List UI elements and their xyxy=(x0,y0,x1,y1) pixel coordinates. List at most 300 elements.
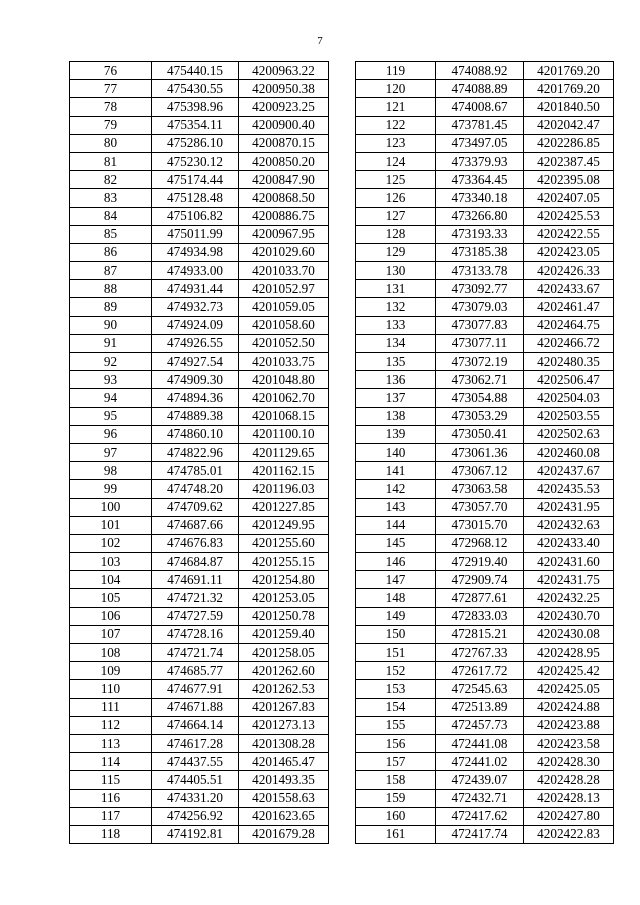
x-coordinate-cell: 473053.29 xyxy=(436,407,524,425)
point-number-cell: 135 xyxy=(356,353,436,371)
table-row xyxy=(70,734,329,752)
table-row xyxy=(356,298,614,316)
x-coordinate-cell: 473092.77 xyxy=(436,280,524,298)
point-number-cell: 85 xyxy=(70,225,152,243)
table-row xyxy=(70,262,329,280)
point-number-cell: 93 xyxy=(70,371,152,389)
y-coordinate-cell: 4200963.22 xyxy=(239,62,329,80)
table-row xyxy=(70,716,329,734)
x-coordinate-cell: 472441.08 xyxy=(436,734,524,752)
point-number-cell: 78 xyxy=(70,98,152,116)
y-coordinate-cell: 4201048.80 xyxy=(239,371,329,389)
x-coordinate-cell: 475286.10 xyxy=(152,134,239,152)
x-coordinate-cell: 475354.11 xyxy=(152,116,239,134)
y-coordinate-cell: 4202428.13 xyxy=(524,789,614,807)
table-row xyxy=(70,516,329,534)
table-row xyxy=(356,716,614,734)
x-coordinate-cell: 472833.03 xyxy=(436,607,524,625)
table-row xyxy=(70,698,329,716)
y-coordinate-cell: 4200868.50 xyxy=(239,189,329,207)
x-coordinate-cell: 472513.89 xyxy=(436,698,524,716)
table-row xyxy=(70,225,329,243)
table-row xyxy=(356,62,614,80)
y-coordinate-cell: 4201100.10 xyxy=(239,425,329,443)
x-coordinate-cell: 473057.70 xyxy=(436,498,524,516)
point-number-cell: 81 xyxy=(70,152,152,170)
x-coordinate-cell: 472457.73 xyxy=(436,716,524,734)
y-coordinate-cell: 4201255.15 xyxy=(239,553,329,571)
y-coordinate-cell: 4202042.47 xyxy=(524,116,614,134)
coordinates-table-left xyxy=(69,61,329,844)
y-coordinate-cell: 4201258.05 xyxy=(239,644,329,662)
table-row xyxy=(70,353,329,371)
x-coordinate-cell: 473063.58 xyxy=(436,480,524,498)
y-coordinate-cell: 4202460.08 xyxy=(524,443,614,461)
x-coordinate-cell: 474685.77 xyxy=(152,662,239,680)
x-coordinate-cell: 472417.62 xyxy=(436,807,524,825)
y-coordinate-cell: 4202433.67 xyxy=(524,280,614,298)
table-row xyxy=(70,425,329,443)
page-number: 7 xyxy=(317,35,323,47)
x-coordinate-cell: 472439.07 xyxy=(436,771,524,789)
y-coordinate-cell: 4201253.05 xyxy=(239,589,329,607)
y-coordinate-cell: 4201259.40 xyxy=(239,625,329,643)
table-row xyxy=(356,589,614,607)
y-coordinate-cell: 4201129.65 xyxy=(239,443,329,461)
y-coordinate-cell: 4201033.75 xyxy=(239,353,329,371)
point-number-cell: 101 xyxy=(70,516,152,534)
point-number-cell: 128 xyxy=(356,225,436,243)
table-row xyxy=(70,462,329,480)
y-coordinate-cell: 4201465.47 xyxy=(239,753,329,771)
table-row xyxy=(70,789,329,807)
y-coordinate-cell: 4201249.95 xyxy=(239,516,329,534)
point-number-cell: 82 xyxy=(70,171,152,189)
x-coordinate-cell: 475398.96 xyxy=(152,98,239,116)
point-number-cell: 96 xyxy=(70,425,152,443)
point-number-cell: 90 xyxy=(70,316,152,334)
y-coordinate-cell: 4201273.13 xyxy=(239,716,329,734)
point-number-cell: 109 xyxy=(70,662,152,680)
table-row xyxy=(70,189,329,207)
y-coordinate-cell: 4202387.45 xyxy=(524,152,614,170)
x-coordinate-cell: 474822.96 xyxy=(152,443,239,461)
y-coordinate-cell: 4202286.85 xyxy=(524,134,614,152)
y-coordinate-cell: 4202433.40 xyxy=(524,534,614,552)
table-row xyxy=(70,553,329,571)
y-coordinate-cell: 4202425.42 xyxy=(524,662,614,680)
y-coordinate-cell: 4201255.60 xyxy=(239,534,329,552)
y-coordinate-cell: 4201493.35 xyxy=(239,771,329,789)
y-coordinate-cell: 4202432.25 xyxy=(524,589,614,607)
point-number-cell: 151 xyxy=(356,644,436,662)
table-row xyxy=(356,134,614,152)
y-coordinate-cell: 4202425.53 xyxy=(524,207,614,225)
y-coordinate-cell: 4201052.50 xyxy=(239,334,329,352)
table-row xyxy=(356,625,614,643)
x-coordinate-cell: 474933.00 xyxy=(152,262,239,280)
point-number-cell: 159 xyxy=(356,789,436,807)
x-coordinate-cell: 474677.91 xyxy=(152,680,239,698)
y-coordinate-cell: 4201058.60 xyxy=(239,316,329,334)
x-coordinate-cell: 474691.11 xyxy=(152,571,239,589)
point-number-cell: 87 xyxy=(70,262,152,280)
table-row xyxy=(70,98,329,116)
y-coordinate-cell: 4202506.47 xyxy=(524,371,614,389)
table-row xyxy=(356,534,614,552)
table-row xyxy=(356,371,614,389)
point-number-cell: 133 xyxy=(356,316,436,334)
point-number-cell: 119 xyxy=(356,62,436,80)
point-number-cell: 134 xyxy=(356,334,436,352)
x-coordinate-cell: 473497.05 xyxy=(436,134,524,152)
point-number-cell: 106 xyxy=(70,607,152,625)
x-coordinate-cell: 474924.09 xyxy=(152,316,239,334)
y-coordinate-cell: 4201840.50 xyxy=(524,98,614,116)
x-coordinate-cell: 473340.18 xyxy=(436,189,524,207)
point-number-cell: 140 xyxy=(356,443,436,461)
table-row xyxy=(70,389,329,407)
table-row xyxy=(70,807,329,825)
table-row xyxy=(356,734,614,752)
table-row xyxy=(356,389,614,407)
x-coordinate-cell: 474676.83 xyxy=(152,534,239,552)
y-coordinate-cell: 4202503.55 xyxy=(524,407,614,425)
table-row xyxy=(70,62,329,80)
y-coordinate-cell: 4201769.20 xyxy=(524,62,614,80)
point-number-cell: 153 xyxy=(356,680,436,698)
point-number-cell: 126 xyxy=(356,189,436,207)
table-row xyxy=(356,152,614,170)
point-number-cell: 137 xyxy=(356,389,436,407)
x-coordinate-cell: 472919.40 xyxy=(436,553,524,571)
y-coordinate-cell: 4202428.30 xyxy=(524,753,614,771)
table-row xyxy=(70,407,329,425)
y-coordinate-cell: 4201196.03 xyxy=(239,480,329,498)
table-row xyxy=(356,225,614,243)
point-number-cell: 77 xyxy=(70,80,152,98)
x-coordinate-cell: 472432.71 xyxy=(436,789,524,807)
point-number-cell: 149 xyxy=(356,607,436,625)
table-row xyxy=(356,425,614,443)
x-coordinate-cell: 474684.87 xyxy=(152,553,239,571)
x-coordinate-cell: 474748.20 xyxy=(152,480,239,498)
x-coordinate-cell: 473079.03 xyxy=(436,298,524,316)
y-coordinate-cell: 4201679.28 xyxy=(239,825,329,843)
point-number-cell: 76 xyxy=(70,62,152,80)
x-coordinate-cell: 472545.63 xyxy=(436,680,524,698)
y-coordinate-cell: 4202430.70 xyxy=(524,607,614,625)
y-coordinate-cell: 4202422.83 xyxy=(524,825,614,843)
x-coordinate-cell: 473364.45 xyxy=(436,171,524,189)
y-coordinate-cell: 4201029.60 xyxy=(239,243,329,261)
point-number-cell: 113 xyxy=(70,734,152,752)
y-coordinate-cell: 4202430.08 xyxy=(524,625,614,643)
y-coordinate-cell: 4201262.60 xyxy=(239,662,329,680)
table-row xyxy=(70,771,329,789)
y-coordinate-cell: 4201254.80 xyxy=(239,571,329,589)
table-row xyxy=(70,625,329,643)
x-coordinate-cell: 475230.12 xyxy=(152,152,239,170)
x-coordinate-cell: 473062.71 xyxy=(436,371,524,389)
table-row xyxy=(70,298,329,316)
table-row xyxy=(356,480,614,498)
point-number-cell: 112 xyxy=(70,716,152,734)
table-row xyxy=(70,825,329,843)
y-coordinate-cell: 4202422.55 xyxy=(524,225,614,243)
x-coordinate-cell: 474934.98 xyxy=(152,243,239,261)
table-row xyxy=(70,152,329,170)
point-number-cell: 142 xyxy=(356,480,436,498)
table-row xyxy=(70,171,329,189)
x-coordinate-cell: 474926.55 xyxy=(152,334,239,352)
x-coordinate-cell: 474617.28 xyxy=(152,734,239,752)
y-coordinate-cell: 4202432.63 xyxy=(524,516,614,534)
y-coordinate-cell: 4202427.80 xyxy=(524,807,614,825)
y-coordinate-cell: 4200967.95 xyxy=(239,225,329,243)
table-row xyxy=(356,607,614,625)
table-row xyxy=(356,407,614,425)
point-number-cell: 152 xyxy=(356,662,436,680)
point-number-cell: 125 xyxy=(356,171,436,189)
table-row xyxy=(356,262,614,280)
x-coordinate-cell: 472909.74 xyxy=(436,571,524,589)
point-number-cell: 123 xyxy=(356,134,436,152)
point-number-cell: 100 xyxy=(70,498,152,516)
table-row xyxy=(70,334,329,352)
x-coordinate-cell: 473077.11 xyxy=(436,334,524,352)
point-number-cell: 103 xyxy=(70,553,152,571)
x-coordinate-cell: 474727.59 xyxy=(152,607,239,625)
point-number-cell: 124 xyxy=(356,152,436,170)
y-coordinate-cell: 4200850.20 xyxy=(239,152,329,170)
table-row xyxy=(356,553,614,571)
coordinates-table-right xyxy=(355,61,614,844)
point-number-cell: 148 xyxy=(356,589,436,607)
y-coordinate-cell: 4202431.60 xyxy=(524,553,614,571)
x-coordinate-cell: 474721.32 xyxy=(152,589,239,607)
y-coordinate-cell: 4200870.15 xyxy=(239,134,329,152)
x-coordinate-cell: 473054.88 xyxy=(436,389,524,407)
y-coordinate-cell: 4201033.70 xyxy=(239,262,329,280)
table-row xyxy=(70,662,329,680)
y-coordinate-cell: 4202395.08 xyxy=(524,171,614,189)
x-coordinate-cell: 473379.93 xyxy=(436,152,524,170)
table-row xyxy=(356,316,614,334)
table-row xyxy=(356,807,614,825)
y-coordinate-cell: 4200847.90 xyxy=(239,171,329,189)
table-row xyxy=(70,243,329,261)
x-coordinate-cell: 473266.80 xyxy=(436,207,524,225)
point-number-cell: 102 xyxy=(70,534,152,552)
y-coordinate-cell: 4201262.53 xyxy=(239,680,329,698)
point-number-cell: 157 xyxy=(356,753,436,771)
point-number-cell: 145 xyxy=(356,534,436,552)
y-coordinate-cell: 4201059.05 xyxy=(239,298,329,316)
x-coordinate-cell: 473015.70 xyxy=(436,516,524,534)
table-row xyxy=(70,207,329,225)
x-coordinate-cell: 474728.16 xyxy=(152,625,239,643)
y-coordinate-cell: 4201769.20 xyxy=(524,80,614,98)
x-coordinate-cell: 474909.30 xyxy=(152,371,239,389)
x-coordinate-cell: 472877.61 xyxy=(436,589,524,607)
point-number-cell: 150 xyxy=(356,625,436,643)
point-number-cell: 116 xyxy=(70,789,152,807)
x-coordinate-cell: 474671.88 xyxy=(152,698,239,716)
point-number-cell: 84 xyxy=(70,207,152,225)
point-number-cell: 138 xyxy=(356,407,436,425)
table-row xyxy=(356,462,614,480)
point-number-cell: 86 xyxy=(70,243,152,261)
table-row xyxy=(356,698,614,716)
x-coordinate-cell: 474405.51 xyxy=(152,771,239,789)
x-coordinate-cell: 474889.38 xyxy=(152,407,239,425)
x-coordinate-cell: 475106.82 xyxy=(152,207,239,225)
point-number-cell: 80 xyxy=(70,134,152,152)
y-coordinate-cell: 4202437.67 xyxy=(524,462,614,480)
y-coordinate-cell: 4201162.15 xyxy=(239,462,329,480)
point-number-cell: 108 xyxy=(70,644,152,662)
point-number-cell: 158 xyxy=(356,771,436,789)
table-row xyxy=(356,116,614,134)
y-coordinate-cell: 4202435.53 xyxy=(524,480,614,498)
y-coordinate-cell: 4202428.28 xyxy=(524,771,614,789)
point-number-cell: 95 xyxy=(70,407,152,425)
x-coordinate-cell: 473133.78 xyxy=(436,262,524,280)
table-row xyxy=(356,243,614,261)
table-row xyxy=(356,753,614,771)
y-coordinate-cell: 4202464.75 xyxy=(524,316,614,334)
point-number-cell: 129 xyxy=(356,243,436,261)
y-coordinate-cell: 4200923.25 xyxy=(239,98,329,116)
x-coordinate-cell: 474894.36 xyxy=(152,389,239,407)
point-number-cell: 114 xyxy=(70,753,152,771)
y-coordinate-cell: 4201623.65 xyxy=(239,807,329,825)
table-row xyxy=(70,80,329,98)
x-coordinate-cell: 474088.92 xyxy=(436,62,524,80)
point-number-cell: 118 xyxy=(70,825,152,843)
x-coordinate-cell: 473061.36 xyxy=(436,443,524,461)
point-number-cell: 127 xyxy=(356,207,436,225)
point-number-cell: 156 xyxy=(356,734,436,752)
y-coordinate-cell: 4202423.58 xyxy=(524,734,614,752)
x-coordinate-cell: 475128.48 xyxy=(152,189,239,207)
y-coordinate-cell: 4200900.40 xyxy=(239,116,329,134)
table-row xyxy=(70,498,329,516)
x-coordinate-cell: 473050.41 xyxy=(436,425,524,443)
point-number-cell: 122 xyxy=(356,116,436,134)
y-coordinate-cell: 4202466.72 xyxy=(524,334,614,352)
point-number-cell: 146 xyxy=(356,553,436,571)
y-coordinate-cell: 4202423.88 xyxy=(524,716,614,734)
x-coordinate-cell: 474687.66 xyxy=(152,516,239,534)
table-row xyxy=(356,571,614,589)
point-number-cell: 147 xyxy=(356,571,436,589)
point-number-cell: 107 xyxy=(70,625,152,643)
x-coordinate-cell: 475430.55 xyxy=(152,80,239,98)
table-row xyxy=(356,80,614,98)
point-number-cell: 143 xyxy=(356,498,436,516)
x-coordinate-cell: 474256.92 xyxy=(152,807,239,825)
table-row xyxy=(70,371,329,389)
point-number-cell: 91 xyxy=(70,334,152,352)
point-number-cell: 105 xyxy=(70,589,152,607)
point-number-cell: 117 xyxy=(70,807,152,825)
y-coordinate-cell: 4201558.63 xyxy=(239,789,329,807)
y-coordinate-cell: 4202431.95 xyxy=(524,498,614,516)
table-row xyxy=(70,116,329,134)
point-number-cell: 155 xyxy=(356,716,436,734)
table-row xyxy=(356,771,614,789)
point-number-cell: 88 xyxy=(70,280,152,298)
table-row xyxy=(356,644,614,662)
x-coordinate-cell: 472441.02 xyxy=(436,753,524,771)
x-coordinate-cell: 472767.33 xyxy=(436,644,524,662)
y-coordinate-cell: 4202407.05 xyxy=(524,189,614,207)
y-coordinate-cell: 4202502.63 xyxy=(524,425,614,443)
x-coordinate-cell: 474088.89 xyxy=(436,80,524,98)
y-coordinate-cell: 4201227.85 xyxy=(239,498,329,516)
point-number-cell: 89 xyxy=(70,298,152,316)
x-coordinate-cell: 474860.10 xyxy=(152,425,239,443)
point-number-cell: 115 xyxy=(70,771,152,789)
point-number-cell: 136 xyxy=(356,371,436,389)
point-number-cell: 99 xyxy=(70,480,152,498)
table-row xyxy=(70,571,329,589)
y-coordinate-cell: 4201308.28 xyxy=(239,734,329,752)
y-coordinate-cell: 4202426.33 xyxy=(524,262,614,280)
x-coordinate-cell: 473193.33 xyxy=(436,225,524,243)
table-row xyxy=(356,334,614,352)
table-row xyxy=(356,280,614,298)
x-coordinate-cell: 474785.01 xyxy=(152,462,239,480)
y-coordinate-cell: 4200950.38 xyxy=(239,80,329,98)
table-row xyxy=(356,825,614,843)
table-row xyxy=(356,171,614,189)
x-coordinate-cell: 474709.62 xyxy=(152,498,239,516)
point-number-cell: 111 xyxy=(70,698,152,716)
x-coordinate-cell: 474331.20 xyxy=(152,789,239,807)
x-coordinate-cell: 474192.81 xyxy=(152,825,239,843)
y-coordinate-cell: 4202424.88 xyxy=(524,698,614,716)
table-row xyxy=(70,680,329,698)
x-coordinate-cell: 472815.21 xyxy=(436,625,524,643)
table-row xyxy=(70,607,329,625)
x-coordinate-cell: 472617.72 xyxy=(436,662,524,680)
y-coordinate-cell: 4201267.83 xyxy=(239,698,329,716)
point-number-cell: 144 xyxy=(356,516,436,534)
y-coordinate-cell: 4202480.35 xyxy=(524,353,614,371)
table-row xyxy=(356,189,614,207)
x-coordinate-cell: 474721.74 xyxy=(152,644,239,662)
y-coordinate-cell: 4200886.75 xyxy=(239,207,329,225)
y-coordinate-cell: 4201062.70 xyxy=(239,389,329,407)
point-number-cell: 97 xyxy=(70,443,152,461)
table-row xyxy=(356,498,614,516)
x-coordinate-cell: 473185.38 xyxy=(436,243,524,261)
table-row xyxy=(356,680,614,698)
point-number-cell: 131 xyxy=(356,280,436,298)
table-row xyxy=(70,753,329,771)
point-number-cell: 121 xyxy=(356,98,436,116)
point-number-cell: 141 xyxy=(356,462,436,480)
x-coordinate-cell: 473077.83 xyxy=(436,316,524,334)
table-row xyxy=(70,534,329,552)
x-coordinate-cell: 474008.67 xyxy=(436,98,524,116)
x-coordinate-cell: 474664.14 xyxy=(152,716,239,734)
x-coordinate-cell: 473067.12 xyxy=(436,462,524,480)
table-row xyxy=(70,134,329,152)
